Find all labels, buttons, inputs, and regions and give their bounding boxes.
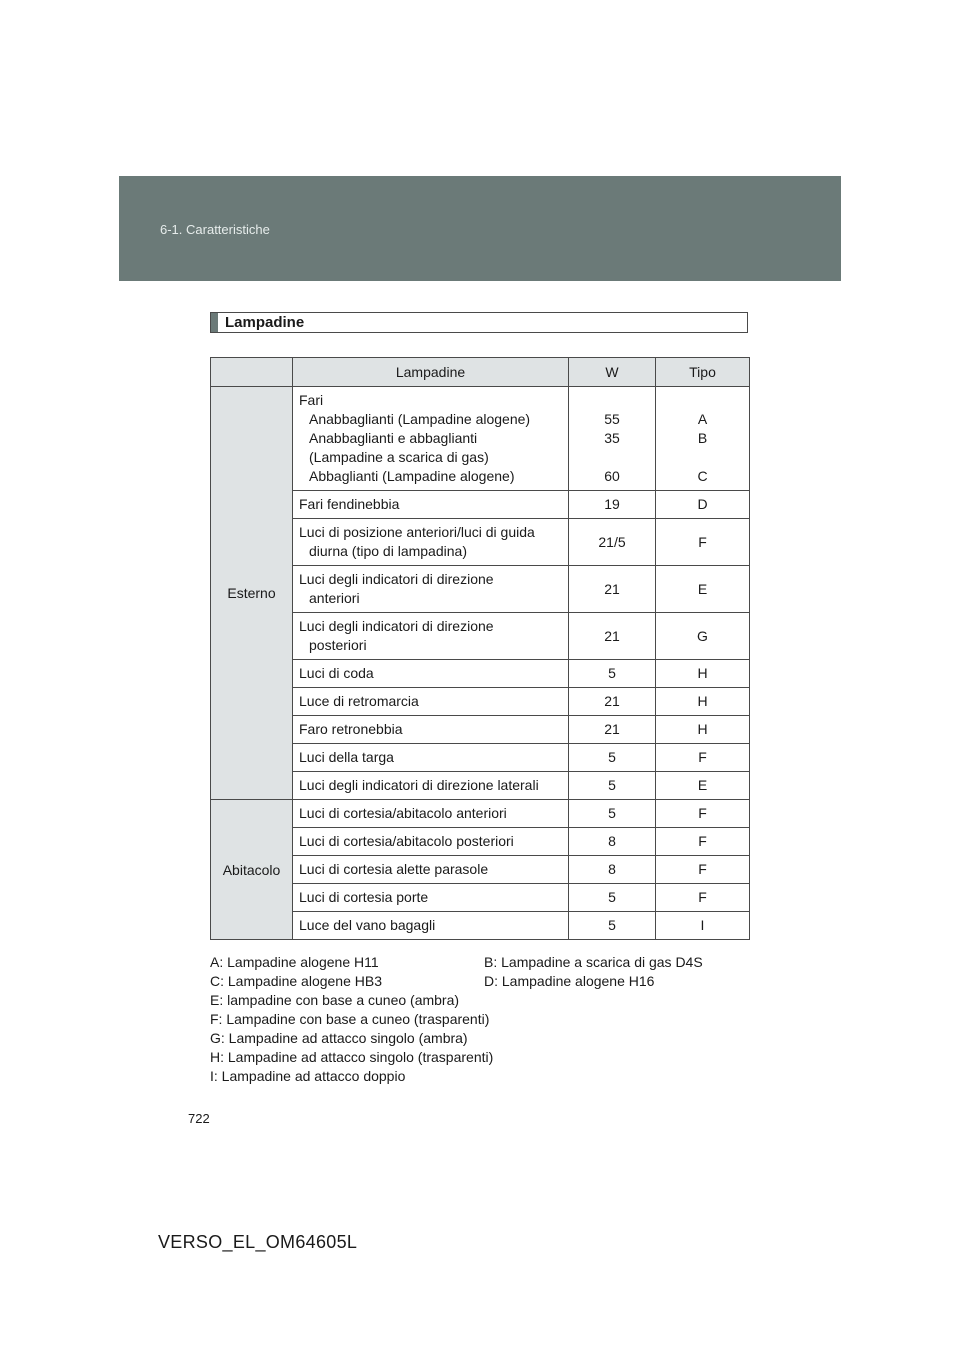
group-label: Esterno [211,387,293,800]
bulb-description [293,744,569,772]
bulb-description [293,660,569,688]
wattage-value [569,716,656,744]
wattage-value-line: 5 [608,805,616,821]
table-title-box [210,312,748,333]
bulb-description-line: Luci di cortesia alette parasole [299,861,489,877]
bulb-type-line: H [697,665,708,681]
wattage-value [569,912,656,940]
wattage-value-line: 21 [604,693,620,709]
bulb-description-line: Luci di posizione anteriori/luci di guida [299,524,535,540]
wattage-value [569,884,656,912]
bulb-type-line: A [697,411,708,427]
legend-row [210,991,750,1010]
wattage-value-line: 5 [608,889,616,905]
wattage-value-line [575,391,649,410]
bulb-type [656,519,750,566]
table-row [211,387,750,491]
bulb-description [293,613,569,660]
wattage-value-line: 21 [604,721,620,737]
bulb-type-line: D [697,496,708,512]
bulb-description [293,566,569,613]
bulb-description [293,856,569,884]
bulb-description [293,491,569,519]
bulb-type-line [662,448,743,467]
legend-row [210,1048,750,1067]
bulb-type-line [662,391,743,410]
bulb-type-line: F [698,889,707,905]
header-watt: W [569,358,656,387]
wattage-value [569,613,656,660]
bulb-description-line: diurna (tipo di lampadina) [309,543,467,559]
bulb-type-line: E [697,580,708,597]
wattage-value-line: 8 [608,861,616,877]
wattage-value-line: 5 [608,665,616,681]
bulb-description-line: Luci di cortesia/abitacolo posteriori [299,833,514,849]
page-number: 722 [188,1111,210,1126]
bulb-type [656,744,750,772]
table-header-row [211,358,750,387]
bulb-type-line: H [697,693,708,709]
wattage-value-line: 19 [604,496,620,512]
section-label: 6-1. Caratteristiche [160,222,270,237]
bulb-type-line: F [698,533,707,550]
bulb-type [656,828,750,856]
legend-item: C: Lampadine alogene HB3 [210,973,383,989]
wattage-value [569,828,656,856]
bulb-description [293,884,569,912]
bulb-type [656,912,750,940]
legend-item: G: Lampadine ad attacco singolo (ambra) [210,1030,468,1046]
bulb-type-line: F [698,749,707,765]
group-label: Abitacolo [211,800,293,940]
legend-item: I: Lampadine ad attacco doppio [210,1068,406,1084]
wattage-value-line: 5 [608,749,616,765]
legend-item: A: Lampadine alogene H11 [210,954,379,970]
wattage-value [569,800,656,828]
wattage-value [569,660,656,688]
bulb-description-line: Luci di coda [299,665,374,681]
wattage-value-line: 8 [608,833,616,849]
bulb-type-line: B [697,430,708,446]
bulb-description-line: Anabbaglianti (Lampadine alogene) [309,411,531,427]
wattage-value [569,566,656,613]
bulb-description-line: Luci della targa [299,749,394,765]
bulb-description-line: posteriori [309,637,367,653]
bulb-description [293,387,569,491]
wattage-value-line: 21/5 [598,533,626,550]
document-code: VERSO_EL_OM64605L [158,1232,358,1252]
header-type: Tipo [656,358,750,387]
wattage-value-line: 5 [608,777,616,793]
bulb-description-line: Abbaglianti (Lampadine alogene) [309,468,515,484]
bulb-type [656,716,750,744]
bulb-type-line: E [697,777,708,793]
bulb-type-line: H [697,721,708,737]
bulb-description-line: Luce del vano bagagli [299,917,436,933]
bulb-description [293,912,569,940]
bulb-type-line: I [700,917,705,933]
bulb-type-line: F [698,861,707,877]
legend-row [210,1067,750,1086]
wattage-value [569,491,656,519]
bulb-description [293,716,569,744]
bulb-type [656,660,750,688]
bulb-description-line: Anabbaglianti e abbaglianti [309,430,478,446]
bulb-type [656,884,750,912]
legend-row [210,1010,750,1029]
wattage-value-line: 55 [604,411,620,427]
bulb-description-line: Fari fendinebbia [299,496,400,512]
bulb-type [656,566,750,613]
bulb-type [656,772,750,800]
legend-item: E: lampadine con base a cuneo (ambra) [210,992,460,1008]
bulb-description-line: Luci degli indicatori di direzione [299,618,494,634]
bulb-type-line: F [698,805,707,821]
table-row [211,800,750,828]
bulb-description [293,772,569,800]
bulb-description-line: Luci di cortesia/abitacolo anteriori [299,805,507,821]
legend [210,953,750,1086]
bulb-type [656,856,750,884]
wattage-value [569,856,656,884]
wattage-value [569,744,656,772]
table-body [211,387,750,940]
bulb-description-line: Luce di retromarcia [299,693,419,709]
bulb-description-line: (Lampadine a scarica di gas) [309,449,489,465]
bulb-type [656,688,750,716]
wattage-value [569,688,656,716]
bulb-type [656,387,750,491]
bulb-description-line: Luci degli indicatori di direzione laterali [299,777,539,793]
legend-row [210,972,750,991]
legend-item: F: Lampadine con base a cuneo (trasparenti) [210,1011,490,1027]
wattage-value-line: 60 [604,468,620,484]
header-empty [211,358,293,387]
bulb-description [293,828,569,856]
bulb-type [656,613,750,660]
wattage-value-line: 35 [604,430,620,446]
wattage-value [569,387,656,491]
bulb-type [656,491,750,519]
wattage-value-line: 21 [604,580,620,597]
bulb-description [293,519,569,566]
wattage-value-line: 21 [604,627,620,644]
bulb-description-line: anteriori [309,590,360,606]
legend-row [210,1029,750,1048]
bulb-type-line: C [697,468,708,484]
bulb-type [656,800,750,828]
bulb-description-line: Faro retronebbia [299,721,403,737]
bulb-description-line: Fari [299,392,324,408]
bulb-description [293,800,569,828]
bulb-type-line: G [697,627,708,644]
title-accent-bar [211,313,218,332]
legend-row [210,953,750,972]
bulb-description-line: Luci di cortesia porte [299,889,429,905]
legend-item: B: Lampadine a scarica di gas D4S [484,954,703,970]
legend-item: H: Lampadine ad attacco singolo (trasparenti) [210,1049,494,1065]
bulb-description [293,688,569,716]
table-title: Lampadine [225,314,305,331]
bulb-spec-table [210,357,750,940]
bulb-type-line: F [698,833,707,849]
header-bulbs: Lampadine [293,358,569,387]
wattage-value-line: 5 [608,917,616,933]
legend-item: D: Lampadine alogene H16 [484,973,655,989]
wattage-value [569,519,656,566]
wattage-value-line [575,448,649,467]
section-header-band [119,176,841,281]
bulb-description-line: Luci degli indicatori di direzione [299,571,494,587]
wattage-value [569,772,656,800]
